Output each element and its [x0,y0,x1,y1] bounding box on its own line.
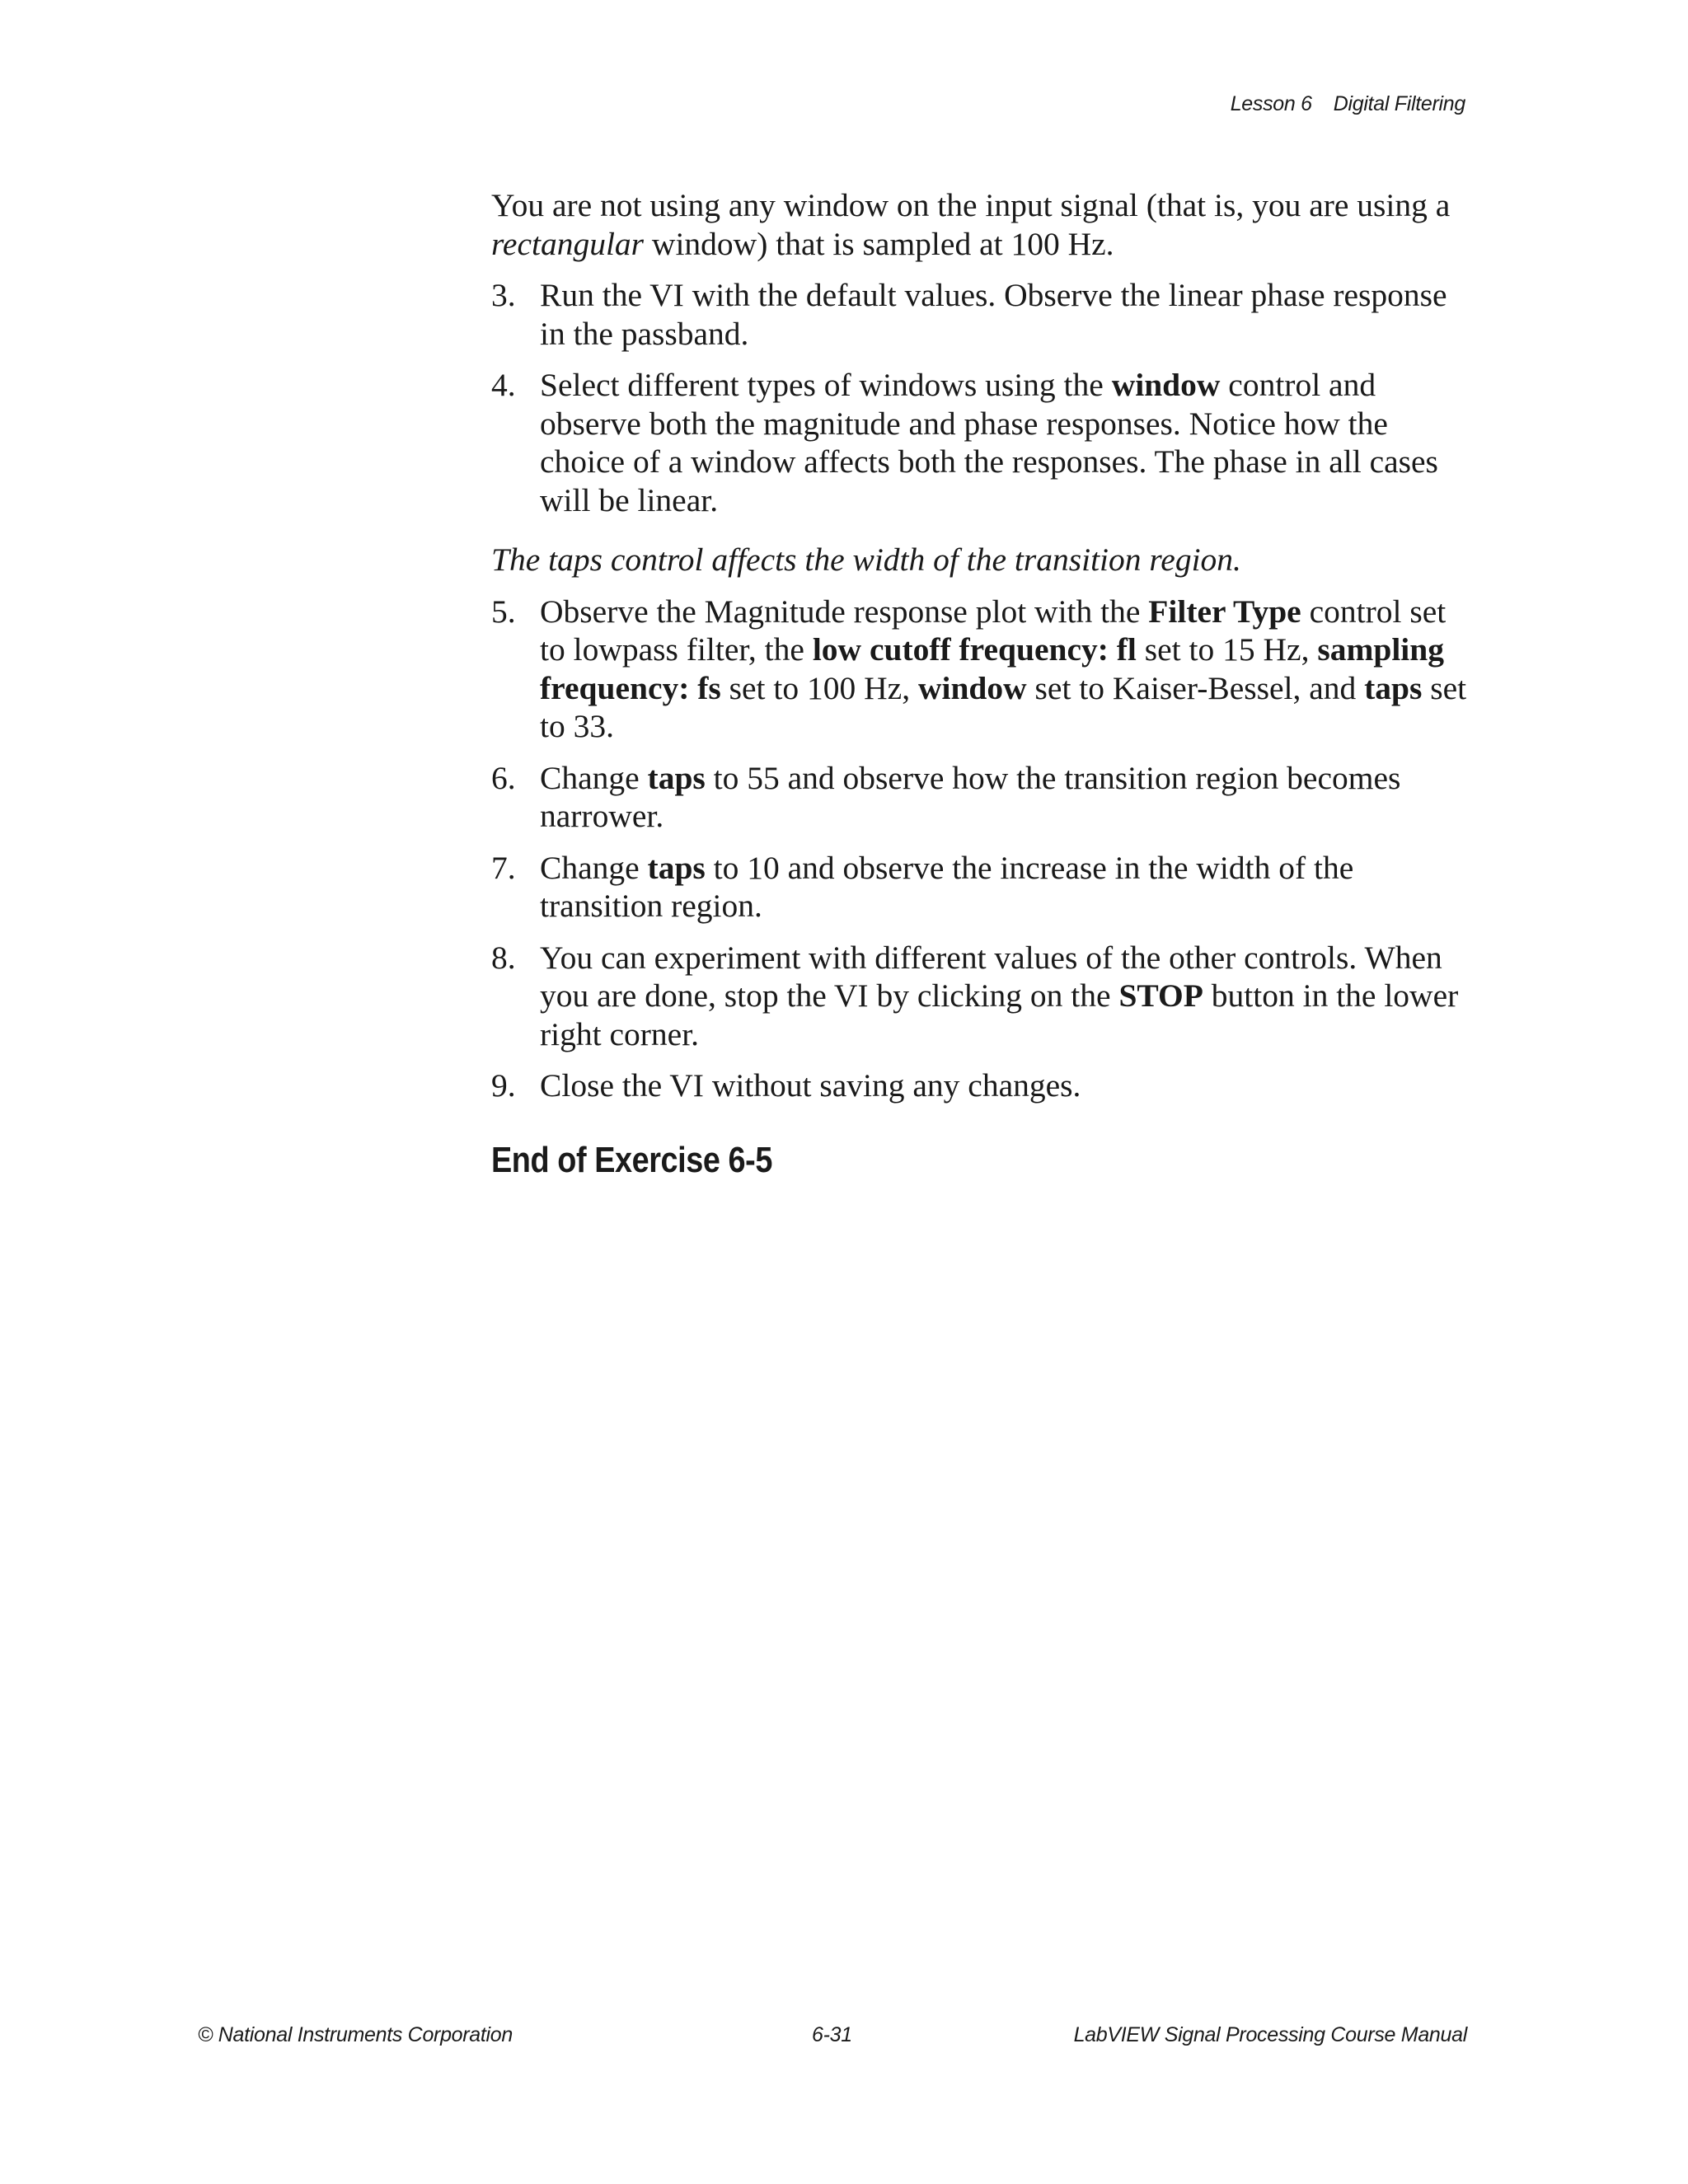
steps-list-b [491,593,1469,1105]
step-text: set to 33. [540,669,1467,744]
step-text: set to 15 Hz, [1136,631,1318,668]
control-name: window [1111,367,1221,403]
control-name: taps [647,849,706,886]
step-text: set to Kaiser-Bessel, and [1026,669,1365,706]
page-number: 6-31 [812,2023,852,2046]
control-name: window [917,669,1027,706]
list-item [491,939,1469,1054]
list-item [491,1066,1469,1105]
italic-note: The taps control affects the width of the transition region. [491,541,1241,578]
step-text: control and observe both the magnitude and phase responses. Notice how the choice of a window affects both the responses. The phase in all cases will be linear. [540,367,1438,518]
step-text: You can experiment with different values of the other controls. When you are done, stop the VI by clicking on the [540,939,1442,1014]
list-item [491,849,1469,926]
control-name: STOP [1118,977,1203,1014]
step-number: 6. [491,759,516,796]
step-text: button in the lower right corner. [540,977,1459,1052]
step-number: 4. [491,367,516,403]
header-title: Digital Filtering [1333,92,1465,115]
control-name: sampling frequency: fs [540,631,1444,706]
step-number: 8. [491,939,516,976]
step-number: 5. [491,593,516,630]
list-item [491,593,1469,746]
step-text: control set to lowpass filter, the [540,593,1447,668]
list-item [491,276,1469,353]
running-header [1231,92,1465,116]
footer-manual-title: LabVIEW Signal Processing Course Manual [1073,2023,1467,2046]
page-footer [198,2023,1467,2056]
end-of-exercise-heading: End of Exercise 6-5 [491,1139,772,1180]
intro-italic: rectangular [491,225,645,262]
intro-text-1: You are not using any window on the input signal (that is, you are using a [491,187,1451,223]
step-text: Run the VI with the default values. Observe the linear phase response in the passband. [540,277,1447,352]
intro-text-2: window) that is sampled at 100 Hz. [644,225,1114,262]
step-text: set to 100 Hz, [720,669,918,706]
page-body [491,186,1469,1179]
step-text: Observe the Magnitude response plot with the [540,593,1149,630]
intro-paragraph [491,186,1469,263]
step-text: Close the VI without saving any changes. [540,1067,1081,1104]
step-text: to 55 and observe how the transition region becomes narrower. [540,759,1401,834]
list-item [491,366,1469,519]
control-name: Filter Type [1148,593,1301,630]
control-name: taps [1364,669,1423,706]
step-number: 7. [491,849,516,886]
step-number: 9. [491,1067,516,1104]
step-text: to 10 and observe the increase in the width of the transition region. [540,849,1354,924]
control-name: taps [647,759,706,796]
step-text: Select different types of windows using the [540,367,1112,403]
step-text: Change [540,759,648,796]
step-number: 3. [491,277,516,313]
step-text: Change [540,849,648,886]
footer-copyright: © National Instruments Corporation [198,2023,513,2046]
list-item [491,759,1469,836]
control-name: low cutoff frequency: fl [812,631,1137,668]
header-lesson: Lesson 6 [1230,92,1312,115]
steps-list-a [491,276,1469,519]
